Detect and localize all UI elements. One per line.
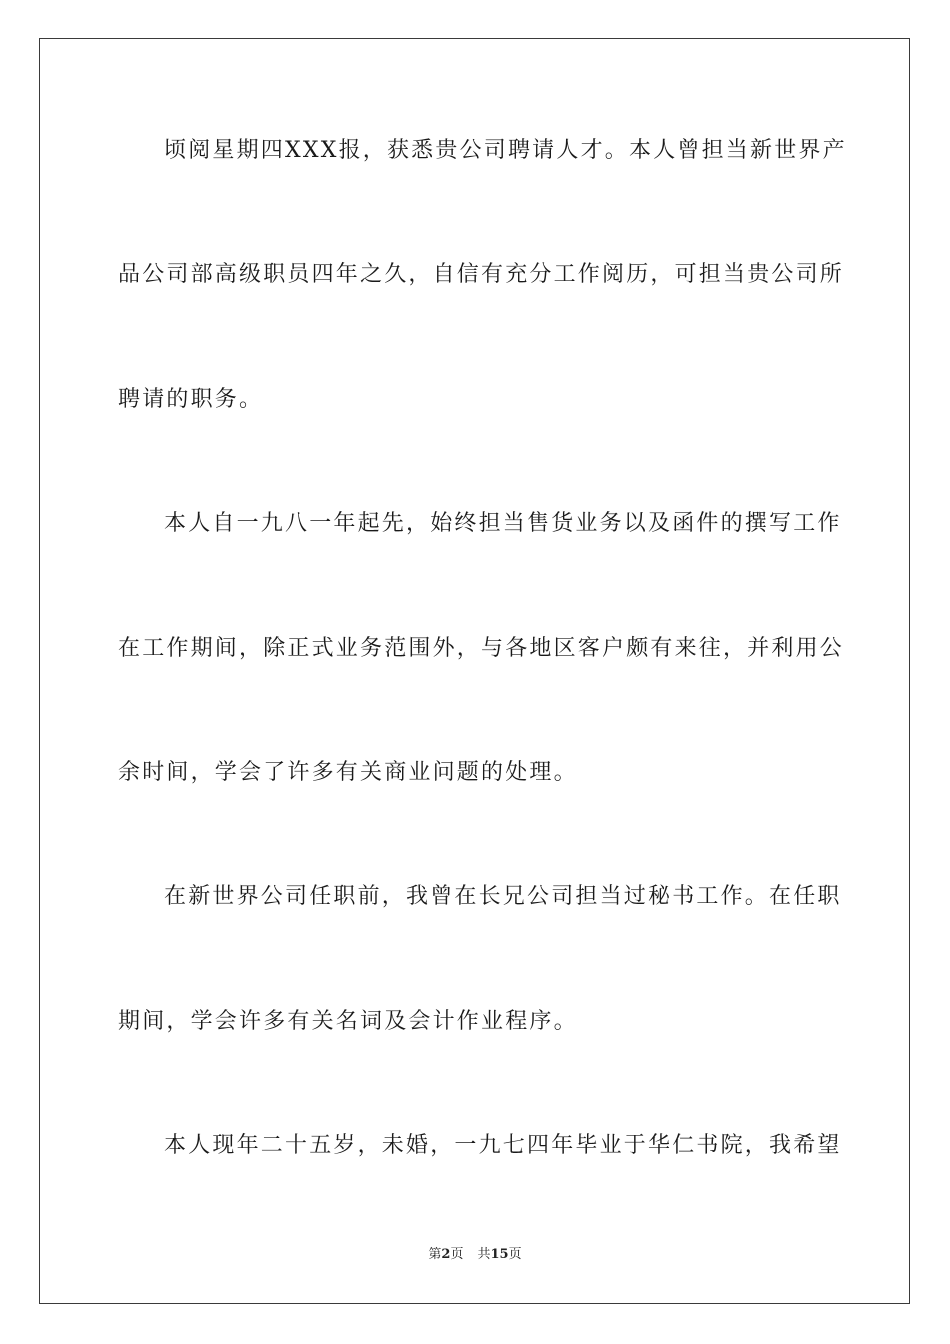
- paragraph-2-line-1: 本人自一九八一年起先，始终担当售货业务以及函件的撰写工作: [164, 511, 842, 536]
- paragraph-3-line-1: 在新世界公司任职前，我曾在长兄公司担当过秘书工作。在任职: [164, 884, 842, 909]
- paragraph-3-line-2: 期间，学会许多有关名词及会计作业程序。: [118, 1009, 578, 1034]
- paragraph-1-line-2: 品公司部高级职员四年之久，自信有充分工作阅历，可担当贵公司所: [118, 262, 845, 287]
- paragraph-1-line-1: 顷阅星期四XXX报，获悉贵公司聘请人才。本人曾担当新世界产: [164, 138, 847, 163]
- page-border: [39, 38, 910, 1304]
- footer-page-suffix: 页: [450, 1247, 464, 1262]
- paragraph-1-line-3: 聘请的职务。: [118, 387, 264, 412]
- page-footer: [0, 1246, 950, 1264]
- footer-total-prefix: 共: [477, 1247, 491, 1262]
- footer-page-total: 15: [490, 1247, 509, 1262]
- footer-page-prefix: 第: [428, 1247, 442, 1262]
- paragraph-2-line-2: 在工作期间，除正式业务范围外，与各地区客户颇有来往，并利用公: [118, 636, 845, 661]
- paragraph-2-line-3: 余时间，学会了许多有关商业问题的处理。: [118, 760, 578, 785]
- paragraph-4-line-1: 本人现年二十五岁，未婚，一九七四年毕业于华仁书院，我希望: [164, 1133, 842, 1158]
- footer-page-current: 2: [441, 1247, 451, 1262]
- footer-total-suffix: 页: [508, 1247, 522, 1262]
